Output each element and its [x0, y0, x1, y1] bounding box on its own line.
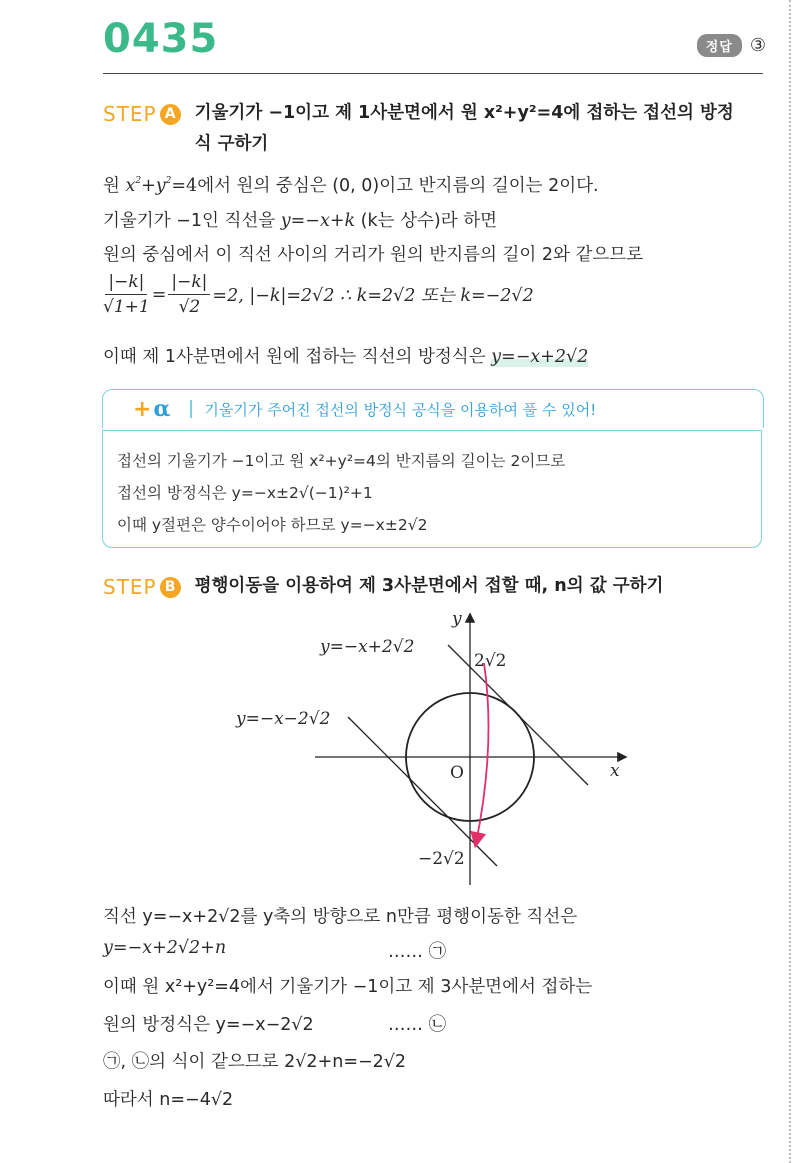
eq-a1-y: +y: [141, 176, 166, 196]
text-a2-pre: 기울기가 −1인 직선을: [103, 211, 281, 231]
upper-tangent-line: [448, 645, 588, 785]
answer-label: 정답: [697, 34, 742, 57]
text-line-b6: 따라서 n=−4√2: [103, 1090, 234, 1110]
step-b-heading: [103, 575, 663, 602]
tip-title: 기울기가 주어진 접선의 방정식 공식을 이용하여 풀 수 있어!: [204, 400, 597, 419]
step-a-badge: A: [160, 104, 181, 125]
fraction-2-numerator: |−k|: [168, 272, 210, 295]
label-origin: O: [450, 763, 464, 783]
text-line-b2: [103, 938, 447, 962]
translation-arrow: [476, 663, 489, 843]
text-line-b3: 이때 원 x²+y²=4에서 기울기가 −1이고 제 3사분면에서 접하는: [103, 977, 593, 997]
text-line-a2: [103, 207, 497, 232]
answer-value: ③: [749, 35, 766, 56]
label-y-axis: y: [452, 609, 462, 629]
mark-b2: …… ㉠: [388, 942, 447, 962]
text-line-a1: 원 $x^2+y^2=4$에서 원의 중심은 (0, 0)이고 반지름의 길이는 2이다.: [103, 176, 599, 196]
step-a-heading: [103, 102, 735, 160]
text-a1-post: 에서 원의 중심은 (0, 0)이고 반지름의 길이는 2이다.: [197, 176, 599, 196]
label-upper-intercept: 2√2: [474, 651, 507, 671]
step-b-word: STEP: [103, 575, 157, 599]
fraction-1-denominator: √1+1: [103, 297, 150, 317]
eq-a4-rest: =2, |−k|=2√2 ∴ k=2√2 또는 k=−2√2: [212, 286, 534, 306]
fraction-1: [103, 272, 150, 317]
eq-a5-highlight: y=−x+2√2: [491, 347, 589, 367]
tip-line-1: 접선의 기울기가 −1이고 원 x²+y²=4의 반지름의 길이는 2이므로: [117, 452, 566, 470]
eq-b4: 원의 방정식은 y=−x−2√2: [103, 1015, 314, 1035]
eq-a1-rhs: =4: [171, 176, 198, 196]
text-line-a3: 원의 중심에서 이 직선 사이의 거리가 원의 반지름의 길이 2와 같으므로: [103, 245, 644, 265]
text-line-b5: ㉠, ㉡의 식이 같으므로 2√2+n=−2√2: [103, 1052, 407, 1072]
eq-a1-x: x: [125, 176, 136, 196]
eq-a2: y=−x+k: [280, 211, 356, 231]
label-upper-line: y=−x+2√2: [320, 637, 415, 657]
step-b-badge: B: [160, 577, 181, 598]
fraction-2-denominator: √2: [178, 297, 201, 317]
tip-box-header: [102, 389, 764, 428]
eq-b2: y=−x+2√2+n: [103, 938, 227, 958]
tip-divider: [190, 400, 192, 418]
plus-icon: +: [133, 396, 152, 422]
tip-line-3: 이때 y절편은 양수이어야 하므로 y=−x±2√2: [117, 516, 428, 534]
tip-line-2: 접선의 방정식은 y=−x±2√(−1)²+1: [117, 484, 373, 502]
page-edge-divider: [789, 0, 791, 1163]
circle-tangent-figure: [230, 605, 650, 894]
fraction-1-numerator: |−k|: [105, 272, 147, 295]
text-line-a4: $\frac{|-k|}{√1+1}$ = $\frac{|-k|}{√2}$ =2, |−k|=2√2 ∴ k=2√2 또는 k=−2√2: [103, 272, 534, 317]
step-b-title: 평행이동을 이용하여 제 3사분면에서 접할 때, n의 값 구하기: [194, 576, 664, 596]
label-x-axis: x: [610, 761, 620, 781]
text-line-b1: 직선 y=−x+2√2를 y축의 방향으로 n만큼 평행이동한 직선은: [103, 907, 578, 927]
fraction-2: [168, 272, 210, 317]
figure-svg: [230, 605, 650, 890]
tip-box-body: [102, 430, 762, 548]
problem-number: 0435: [103, 16, 219, 62]
mark-b4: …… ㉡: [388, 1015, 447, 1035]
text-a5-pre: 이때 제 1사분면에서 원에 접하는 직선의 방정식은: [103, 347, 492, 367]
text-line-a5: [103, 343, 588, 368]
label-lower-line: y=−x−2√2: [236, 709, 331, 729]
alpha-icon: α: [153, 396, 171, 422]
text-a2-post: (k는 상수)라 하면: [355, 211, 498, 231]
header-divider: [103, 73, 763, 74]
answer-area: [697, 34, 766, 57]
step-a-word: STEP: [103, 102, 157, 126]
step-a-title: 기울기가 −1이고 제 1사분면에서 원 x²+y²=4에 접하는 접선의 방정식 구하기: [194, 103, 734, 154]
lower-tangent-line: [348, 717, 497, 866]
text-line-b4: [103, 1011, 447, 1036]
text-a1-pre: 원: [103, 176, 126, 196]
label-lower-intercept: −2√2: [418, 849, 465, 869]
